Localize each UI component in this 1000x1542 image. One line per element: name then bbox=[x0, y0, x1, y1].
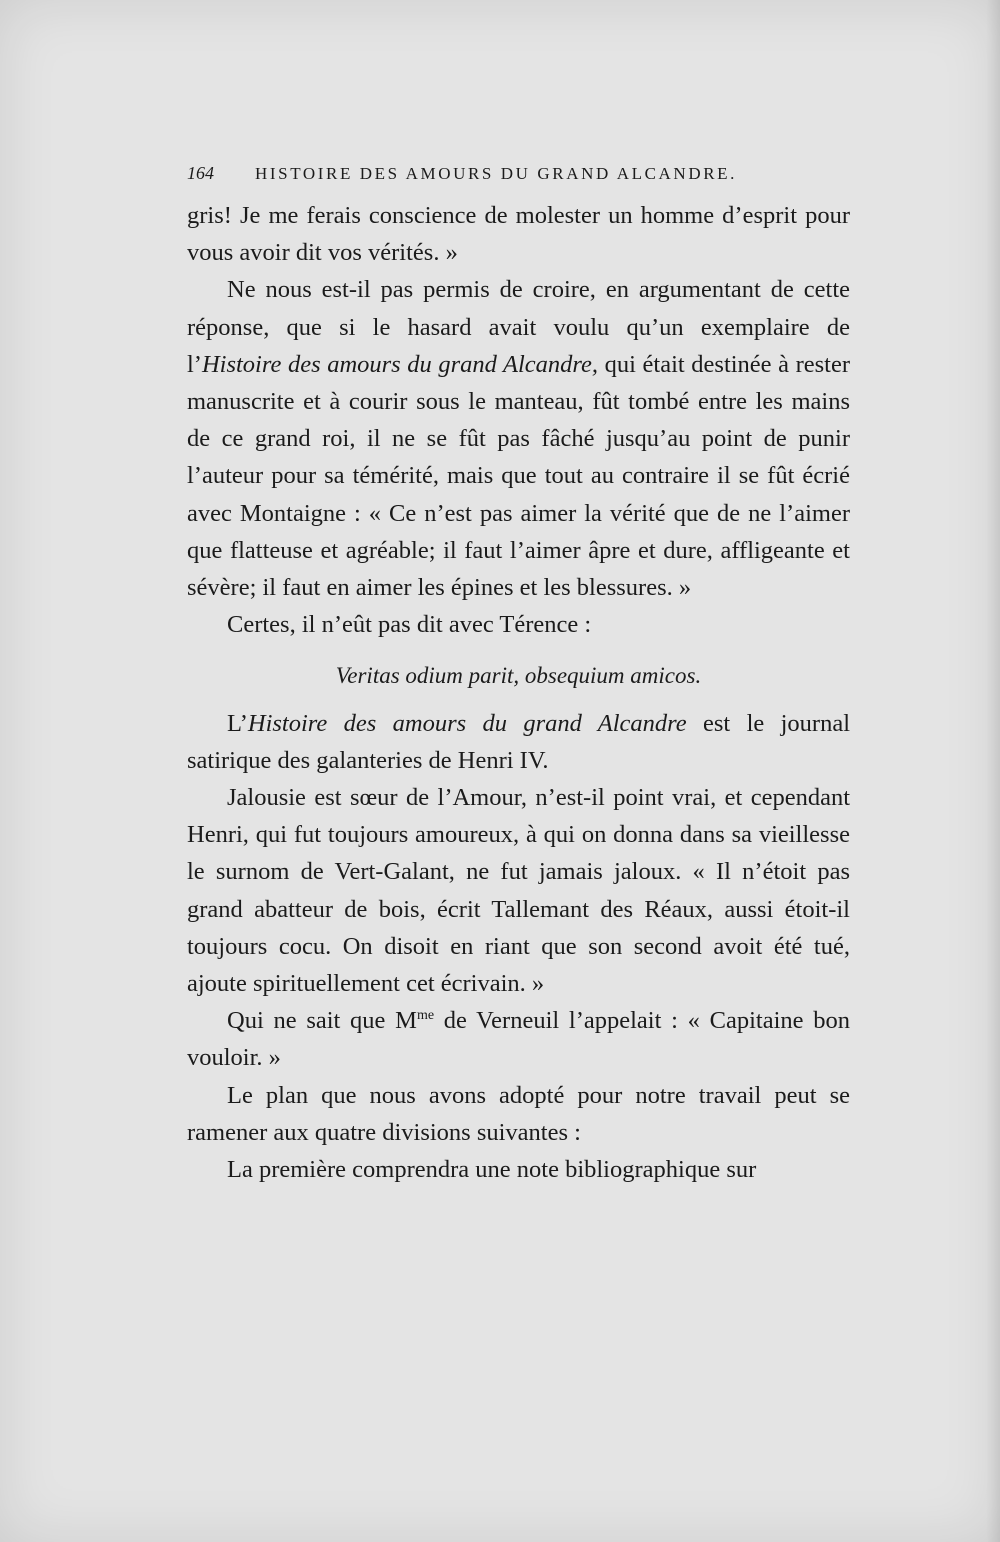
paragraph-6 bbox=[187, 1002, 850, 1076]
paragraph-4-text-before: L’ bbox=[227, 709, 248, 737]
paragraph-2-book-title: Histoire des amours du grand Alcandre, bbox=[201, 350, 599, 378]
paragraph-8: La première comprendra une note bibliographique sur bbox=[227, 1156, 757, 1184]
paragraph-2-text-after: qui était destinée à rester manuscrite et à courir sous le manteau, fût tombé entre les mains de ce grand roi, il ne se fût pas fâché jusqu’au point de punir l’auteur pour sa témérité, mais que tout au contraire il se fût écrié avec Montaigne : « Ce n’est pas aimer la vérité que de ne l’aimer que flatteuse et agréable; il faut l’aimer âpre et dure, affligeante et sévère; il faut en aimer les épines et les blessures. » bbox=[187, 350, 850, 602]
page-number: 164 bbox=[187, 163, 214, 183]
paragraph-1: gris! Je me ferais conscience de molester un homme d’esprit pour vous avoir dit vos vérités. » bbox=[187, 202, 850, 267]
paragraph-6-superscript: me bbox=[416, 1008, 435, 1024]
paragraph-4-text-after: est le journal satirique des galanteries de Henri IV. bbox=[187, 709, 850, 774]
page-edge-shadow bbox=[986, 0, 1000, 1542]
paragraph-3: Certes, il n’eût pas dit avec Térence : bbox=[227, 611, 592, 639]
latin-quote: Veritas odium parit, obsequium amicos. bbox=[335, 663, 702, 689]
running-title: HISTOIRE DES AMOURS DU GRAND ALCANDRE. bbox=[255, 164, 737, 183]
paragraph-4 bbox=[187, 705, 850, 779]
paragraph-6-text-before: Qui ne sait que M bbox=[227, 1007, 417, 1035]
paragraph-4-book-title: Histoire des amours du grand Alcandre bbox=[247, 709, 687, 737]
text-block bbox=[187, 155, 850, 1188]
paragraph-2-text-before: Ne nous est-il pas permis de croire, en argumentant de cette réponse, que si le hasard avait voulu qu’un exemplaire de l’ bbox=[187, 276, 850, 378]
running-head bbox=[187, 155, 850, 191]
paragraph-7: Le plan que nous avons adopté pour notre travail peut se ramener aux quatre divisions suivantes : bbox=[187, 1081, 850, 1146]
paragraph-5: Jalousie est sœur de l’Amour, n’est-il point vrai, et cependant Henri, qui fut toujours amoureux, à qui on donna dans sa vieillesse le surnom de Vert-Galant, ne fut jamais jaloux. « Il n’étoit pas grand abatteur de bois, écrit Tallemant des Réaux, aussi étoit-il toujours cocu. On disoit en riant que son second avoit été tué, ajoute spirituellement cet écrivain. » bbox=[187, 784, 850, 998]
paragraph-2 bbox=[187, 271, 850, 606]
paragraph-6-text-after: de Verneuil l’appelait : « Capitaine bon vouloir. » bbox=[187, 1007, 850, 1072]
